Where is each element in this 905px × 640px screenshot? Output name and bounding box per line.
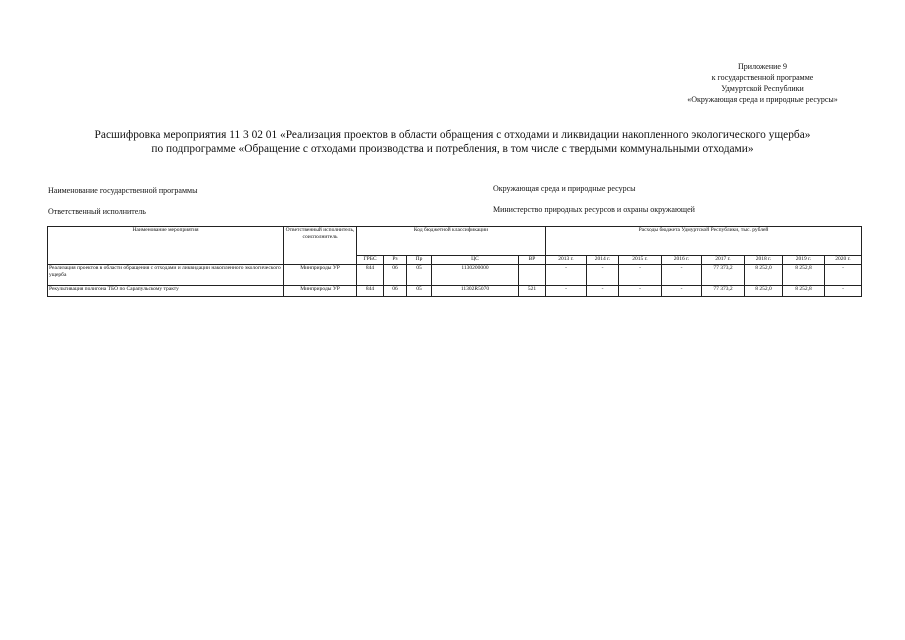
- row-pr: 05: [407, 286, 432, 297]
- appendix-line: «Окружающая среда и природные ресурсы»: [687, 95, 838, 104]
- row-value: 8 252,8: [783, 265, 825, 286]
- row-responsible: Минприроды УР: [284, 286, 357, 297]
- program-value: Окружающая среда и природные ресурсы: [493, 184, 636, 193]
- row-name: Рекультивация полигона ТБО по Сарапульскому тракту: [48, 286, 284, 297]
- header-year: 2013 г.: [546, 256, 587, 265]
- header-rz: Рз: [384, 256, 407, 265]
- appendix-block: [660, 61, 865, 105]
- row-grbs: 844: [357, 265, 384, 286]
- row-cs: 1130200000: [432, 265, 519, 286]
- header-name: Наименование мероприятия: [48, 227, 284, 265]
- row-value: -: [662, 286, 702, 297]
- appendix-line: Приложение 9: [738, 62, 787, 71]
- row-value: -: [587, 265, 619, 286]
- document-title: [20, 128, 885, 156]
- expenses-table: [47, 226, 862, 297]
- program-label: Наименование государственной программы: [48, 186, 198, 195]
- row-value: 8 252,0: [745, 286, 783, 297]
- row-value: -: [587, 286, 619, 297]
- row-value: 77 373,2: [702, 265, 745, 286]
- appendix-line: Удмуртской Республики: [721, 84, 804, 93]
- header-responsible: Ответственный исполнитель, соисполнитель: [284, 227, 357, 265]
- row-value: -: [825, 286, 862, 297]
- header-vr: ВР: [519, 256, 546, 265]
- row-cs: 11302R5070: [432, 286, 519, 297]
- row-rz: 06: [384, 286, 407, 297]
- header-grbs: ГРБС: [357, 256, 384, 265]
- row-value: -: [662, 265, 702, 286]
- title-line-2: по подпрограмме «Обращение с отходами производства и потребления, в том числе с твердыми коммунальными отходами»: [151, 143, 754, 155]
- appendix-line: к государственной программе: [711, 73, 814, 82]
- row-value: -: [619, 286, 662, 297]
- header-year: 2017 г.: [702, 256, 745, 265]
- header-year: 2018 г.: [745, 256, 783, 265]
- header-year: 2019 г.: [783, 256, 825, 265]
- row-value: -: [825, 265, 862, 286]
- row-value: -: [546, 286, 587, 297]
- row-responsible: Минприроды УР: [284, 265, 357, 286]
- row-value: -: [619, 265, 662, 286]
- executor-label: Ответственный исполнитель: [48, 207, 146, 216]
- header-budget-code: Код бюджетной классификации: [357, 227, 546, 256]
- header-expenses: Расходы бюджета Удмуртской Республики, тыс. рублей: [546, 227, 862, 256]
- row-value: -: [546, 265, 587, 286]
- row-vr: 521: [519, 286, 546, 297]
- title-line-1: Расшифровка мероприятия 11 3 02 01 «Реализация проектов в области обращения с отходами и ликвидации накопленного экологического ущерба»: [94, 129, 811, 141]
- table-row: [48, 265, 862, 286]
- header-year: 2020 г.: [825, 256, 862, 265]
- header-cs: ЦС: [432, 256, 519, 265]
- header-year: 2014 г.: [587, 256, 619, 265]
- header-year: 2015 г.: [619, 256, 662, 265]
- row-value: 8 252,0: [745, 265, 783, 286]
- row-rz: 06: [384, 265, 407, 286]
- header-pr: Пр: [407, 256, 432, 265]
- table-row: [48, 286, 862, 297]
- row-vr: [519, 265, 546, 286]
- executor-value: Министерство природных ресурсов и охраны окружающей: [493, 205, 695, 214]
- table-header-row: [48, 227, 862, 256]
- row-grbs: 844: [357, 286, 384, 297]
- row-name: Реализация проектов в области обращения с отходами и ликвидации накопленного экологического ущерба: [48, 265, 284, 286]
- row-pr: 05: [407, 265, 432, 286]
- row-value: 8 252,8: [783, 286, 825, 297]
- header-year: 2016 г.: [662, 256, 702, 265]
- row-value: 77 373,2: [702, 286, 745, 297]
